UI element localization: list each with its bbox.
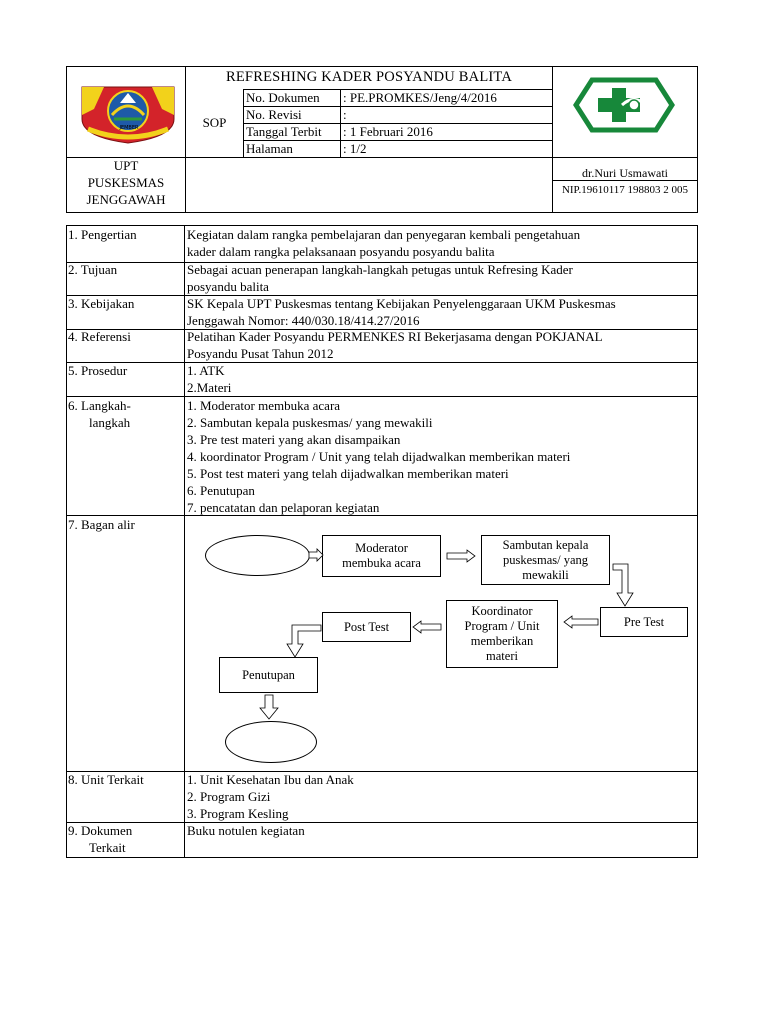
step-line: 1. Moderator membuka acara (187, 398, 341, 413)
flow-arrow-down (259, 694, 279, 720)
label-line: 9. Dokumen (68, 823, 133, 838)
flow-text-line: Koordinator (471, 604, 533, 618)
content-line: 1. Unit Kesehatan Ibu dan Anak (187, 772, 354, 787)
field-value-no-dokumen: : PE.PROMKES/Jeng/4/2016 (343, 90, 497, 105)
field-label-halaman: Halaman (246, 141, 293, 156)
flow-text-line: Program / Unit (464, 619, 540, 633)
row-unit-terkait-label (68, 771, 144, 788)
signer-name: dr.Nuri Usmawati (582, 166, 668, 180)
flow-text-line: Post Test (343, 619, 390, 634)
row-dokumen-terkait-content (187, 822, 305, 839)
sop-label: SOP (202, 115, 227, 130)
row-prosedur-content (187, 362, 231, 396)
content-line: posyandu balita (187, 279, 269, 294)
field-label-no-revisi: No. Revisi (246, 107, 302, 122)
flow-text-line: materi (486, 649, 518, 663)
flow-box-penutupan (219, 657, 318, 693)
step-line: 3. Pre test materi yang akan disampaikan (187, 432, 401, 447)
flow-text-line: puskesmas/ yang (502, 552, 589, 567)
flow-arrow-right-1 (308, 548, 324, 562)
flow-text-line: Moderator (355, 541, 408, 555)
jember-regency-logo (74, 79, 182, 145)
row-tujuan-content (187, 261, 573, 295)
label-line: 8. Unit Terkait (68, 772, 144, 787)
signer-nip: NIP.19610117 198803 2 005 (561, 184, 689, 196)
step-line: 5. Post test materi yang telah dijadwalkan memberikan materi (187, 466, 509, 481)
step-line: 7. pencatatan dan pelaporan kegiatan (187, 500, 380, 515)
content-line: Posyandu Pusat Tahun 2012 (187, 346, 334, 361)
row-prosedur-label (68, 362, 127, 379)
content-line: 1. ATK (187, 363, 225, 378)
content-line: SK Kepala UPT Puskesmas tentang Kebijakan Penyelenggaraan UKM Puskesmas (187, 296, 616, 311)
step-line: 4. koordinator Program / Unit yang telah dijadwalkan memberikan materi (187, 449, 571, 464)
flow-arrow-left-1 (563, 615, 599, 629)
label-line: 2. Tujuan (68, 262, 118, 277)
flow-box-pretest (600, 607, 688, 637)
flow-text-line: mewakili (522, 567, 569, 582)
flow-arrow-right-2 (446, 549, 476, 563)
flow-start-terminal (205, 535, 310, 576)
flow-text-line: membuka acara (342, 556, 421, 570)
content-line: kader dalam rangka pelaksanaan posyandu posyandu balita (187, 244, 495, 259)
row-langkah-label (68, 397, 131, 431)
content-line: 2. Program Gizi (187, 789, 271, 804)
org-line-jenggawah: JENGGAWAH (86, 192, 166, 207)
content-line: Sebagai acuan penerapan langkah-langkah petugas untuk Refresing Kader (187, 262, 573, 277)
document-title: REFRESHING KADER POSYANDU BALITA (226, 69, 512, 85)
content-line: Jenggawah Nomor: 440/030.18/414.27/2016 (187, 313, 420, 328)
flow-arrow-bend-down-1 (612, 563, 638, 607)
row-pengertian-content (187, 226, 580, 260)
row-kebijakan-label (68, 295, 134, 312)
row-langkah-content (187, 397, 570, 516)
field-label-no-dokumen: No. Dokumen (246, 90, 320, 105)
row-pengertian-label (68, 226, 137, 243)
content-line: Kegiatan dalam rangka pembelajaran dan penyegaran kembali pengetahuan (187, 227, 581, 242)
org-line-puskesmas: PUSKESMAS (87, 175, 165, 190)
row-kebijakan-content (187, 295, 616, 329)
flow-text-line: Sambutan kepala (502, 537, 589, 552)
content-line: 2.Materi (187, 380, 232, 395)
puskesmas-logo (572, 76, 676, 134)
field-value-no-revisi: : (343, 107, 347, 122)
label-line: 5. Prosedur (68, 363, 128, 378)
flow-text-line: Penutupan (242, 667, 295, 682)
row-dokumen-terkait-label (68, 822, 132, 856)
label-line: 7. Bagan alir (68, 517, 135, 532)
content-line: 3. Program Kesling (187, 806, 289, 821)
flow-arrow-left-2 (412, 620, 442, 634)
row-tujuan-label (68, 261, 117, 278)
flow-box-sambutan (481, 535, 610, 585)
logo-banner-text: JEMBER (119, 125, 139, 131)
row-bagan-alir-label (68, 516, 135, 533)
step-line: 2. Sambutan kepala puskesmas/ yang mewakili (187, 415, 433, 430)
flow-box-koordinator (446, 600, 558, 668)
flow-box-moderator (322, 535, 441, 577)
label-line: 3. Kebijakan (68, 296, 135, 311)
label-line: 4. Referensi (68, 329, 131, 344)
label-line: langkah (89, 415, 131, 430)
flow-text-line: Pre Test (623, 614, 665, 629)
content-line: Buku notulen kegiatan (187, 823, 305, 838)
label-line: 6. Langkah- (68, 398, 131, 413)
label-line: Terkait (89, 840, 126, 855)
field-value-tanggal-terbit: : 1 Februari 2016 (343, 124, 433, 139)
row-referensi-label (68, 328, 131, 345)
field-label-tanggal-terbit: Tanggal Terbit (246, 124, 322, 139)
flow-text-line: memberikan (470, 634, 534, 648)
org-line-upt: UPT (113, 158, 139, 173)
label-line: 1. Pengertian (68, 227, 137, 242)
row-referensi-content (187, 328, 603, 362)
flow-end-terminal (225, 721, 317, 763)
field-value-halaman: : 1/2 (343, 141, 367, 156)
flow-box-posttest (322, 612, 411, 642)
row-unit-terkait-content (187, 771, 354, 822)
step-line: 6. Penutupan (187, 483, 255, 498)
flow-arrow-bend-down-2 (286, 624, 322, 658)
content-line: Pelatihan Kader Posyandu PERMENKES RI Bekerjasama dengan POKJANAL (187, 329, 603, 344)
